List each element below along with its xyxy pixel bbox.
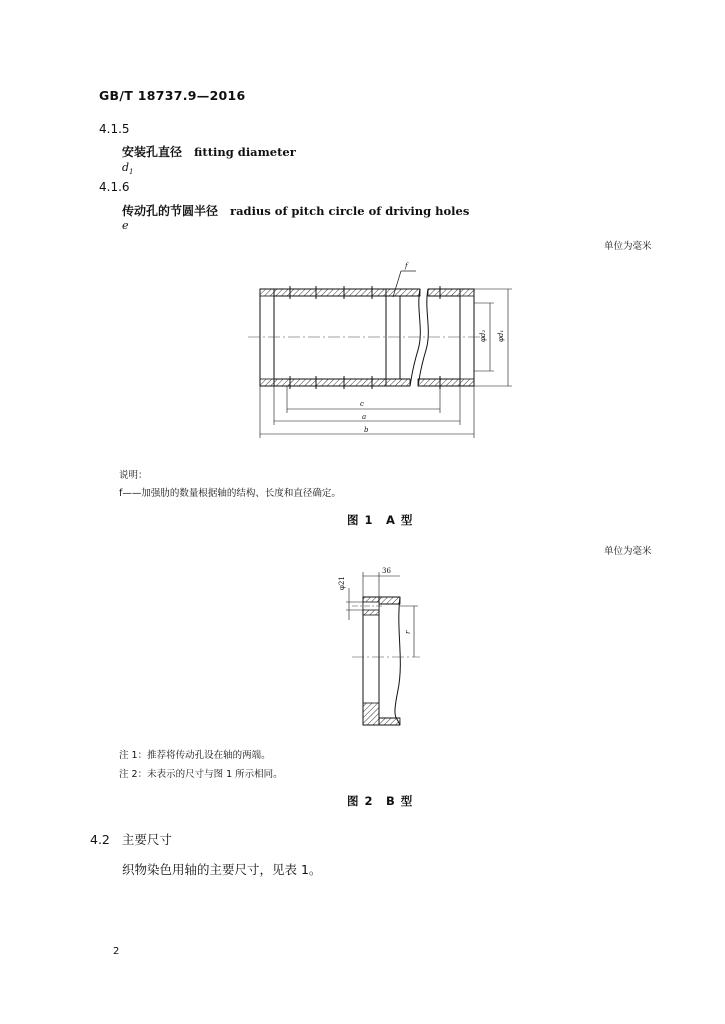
section-heading — [90, 829, 172, 848]
break-line-b — [395, 597, 400, 725]
note-2: 注 2：未表示的尺寸与图 1 所示相同。 — [119, 769, 283, 780]
explanation-title: 说明： — [119, 470, 148, 481]
figure-1-caption: 图 1 A 型 — [347, 513, 414, 527]
term-number: 4.1.5 — [99, 122, 130, 136]
symbol-d: d — [122, 161, 130, 174]
hatch-wall-bottom-b — [379, 718, 400, 725]
figure-2-caption: 图 2 B 型 — [347, 794, 414, 808]
label-phi21: φ21 — [338, 576, 346, 590]
label-f: f — [405, 262, 408, 270]
label-b: b — [364, 426, 369, 434]
term-zh: 传动孔的节圆半径 — [122, 204, 219, 218]
standard-number: GB/T 18737.9—2016 — [99, 88, 246, 103]
term-en: fitting diameter — [194, 145, 296, 159]
section-number: 4.2 — [90, 832, 110, 847]
label-a: a — [362, 413, 367, 421]
symbol-subscript: 1 — [129, 168, 134, 177]
unit-note: 单位为毫米 — [604, 546, 652, 557]
unit-note: 单位为毫米 — [604, 241, 652, 252]
note-1: 注 1：推荐将传动孔设在轴的两端。 — [119, 750, 271, 761]
label-d2: φd₂ — [479, 329, 487, 342]
term-symbol: e — [122, 219, 129, 232]
label-d1: φd₁ — [497, 329, 505, 342]
term-number: 4.1.6 — [99, 180, 130, 194]
term-en: radius of pitch circle of driving holes — [230, 204, 470, 218]
label-r: r — [404, 630, 412, 634]
section-title: 主要尺寸 — [121, 832, 172, 847]
label-c: c — [360, 400, 364, 408]
term-zh: 安装孔直径 — [122, 145, 183, 159]
hatch-wall-top-b — [379, 597, 400, 604]
hatch-flange-bottom — [363, 703, 379, 725]
page-number: 2 — [113, 946, 120, 957]
section-body: 织物染色用轴的主要尺寸，见表 1。 — [122, 862, 322, 877]
label-36: 36 — [382, 567, 391, 575]
explanation-item: f——加强肋的数量根据轴的结构、长度和直径确定。 — [119, 488, 341, 499]
